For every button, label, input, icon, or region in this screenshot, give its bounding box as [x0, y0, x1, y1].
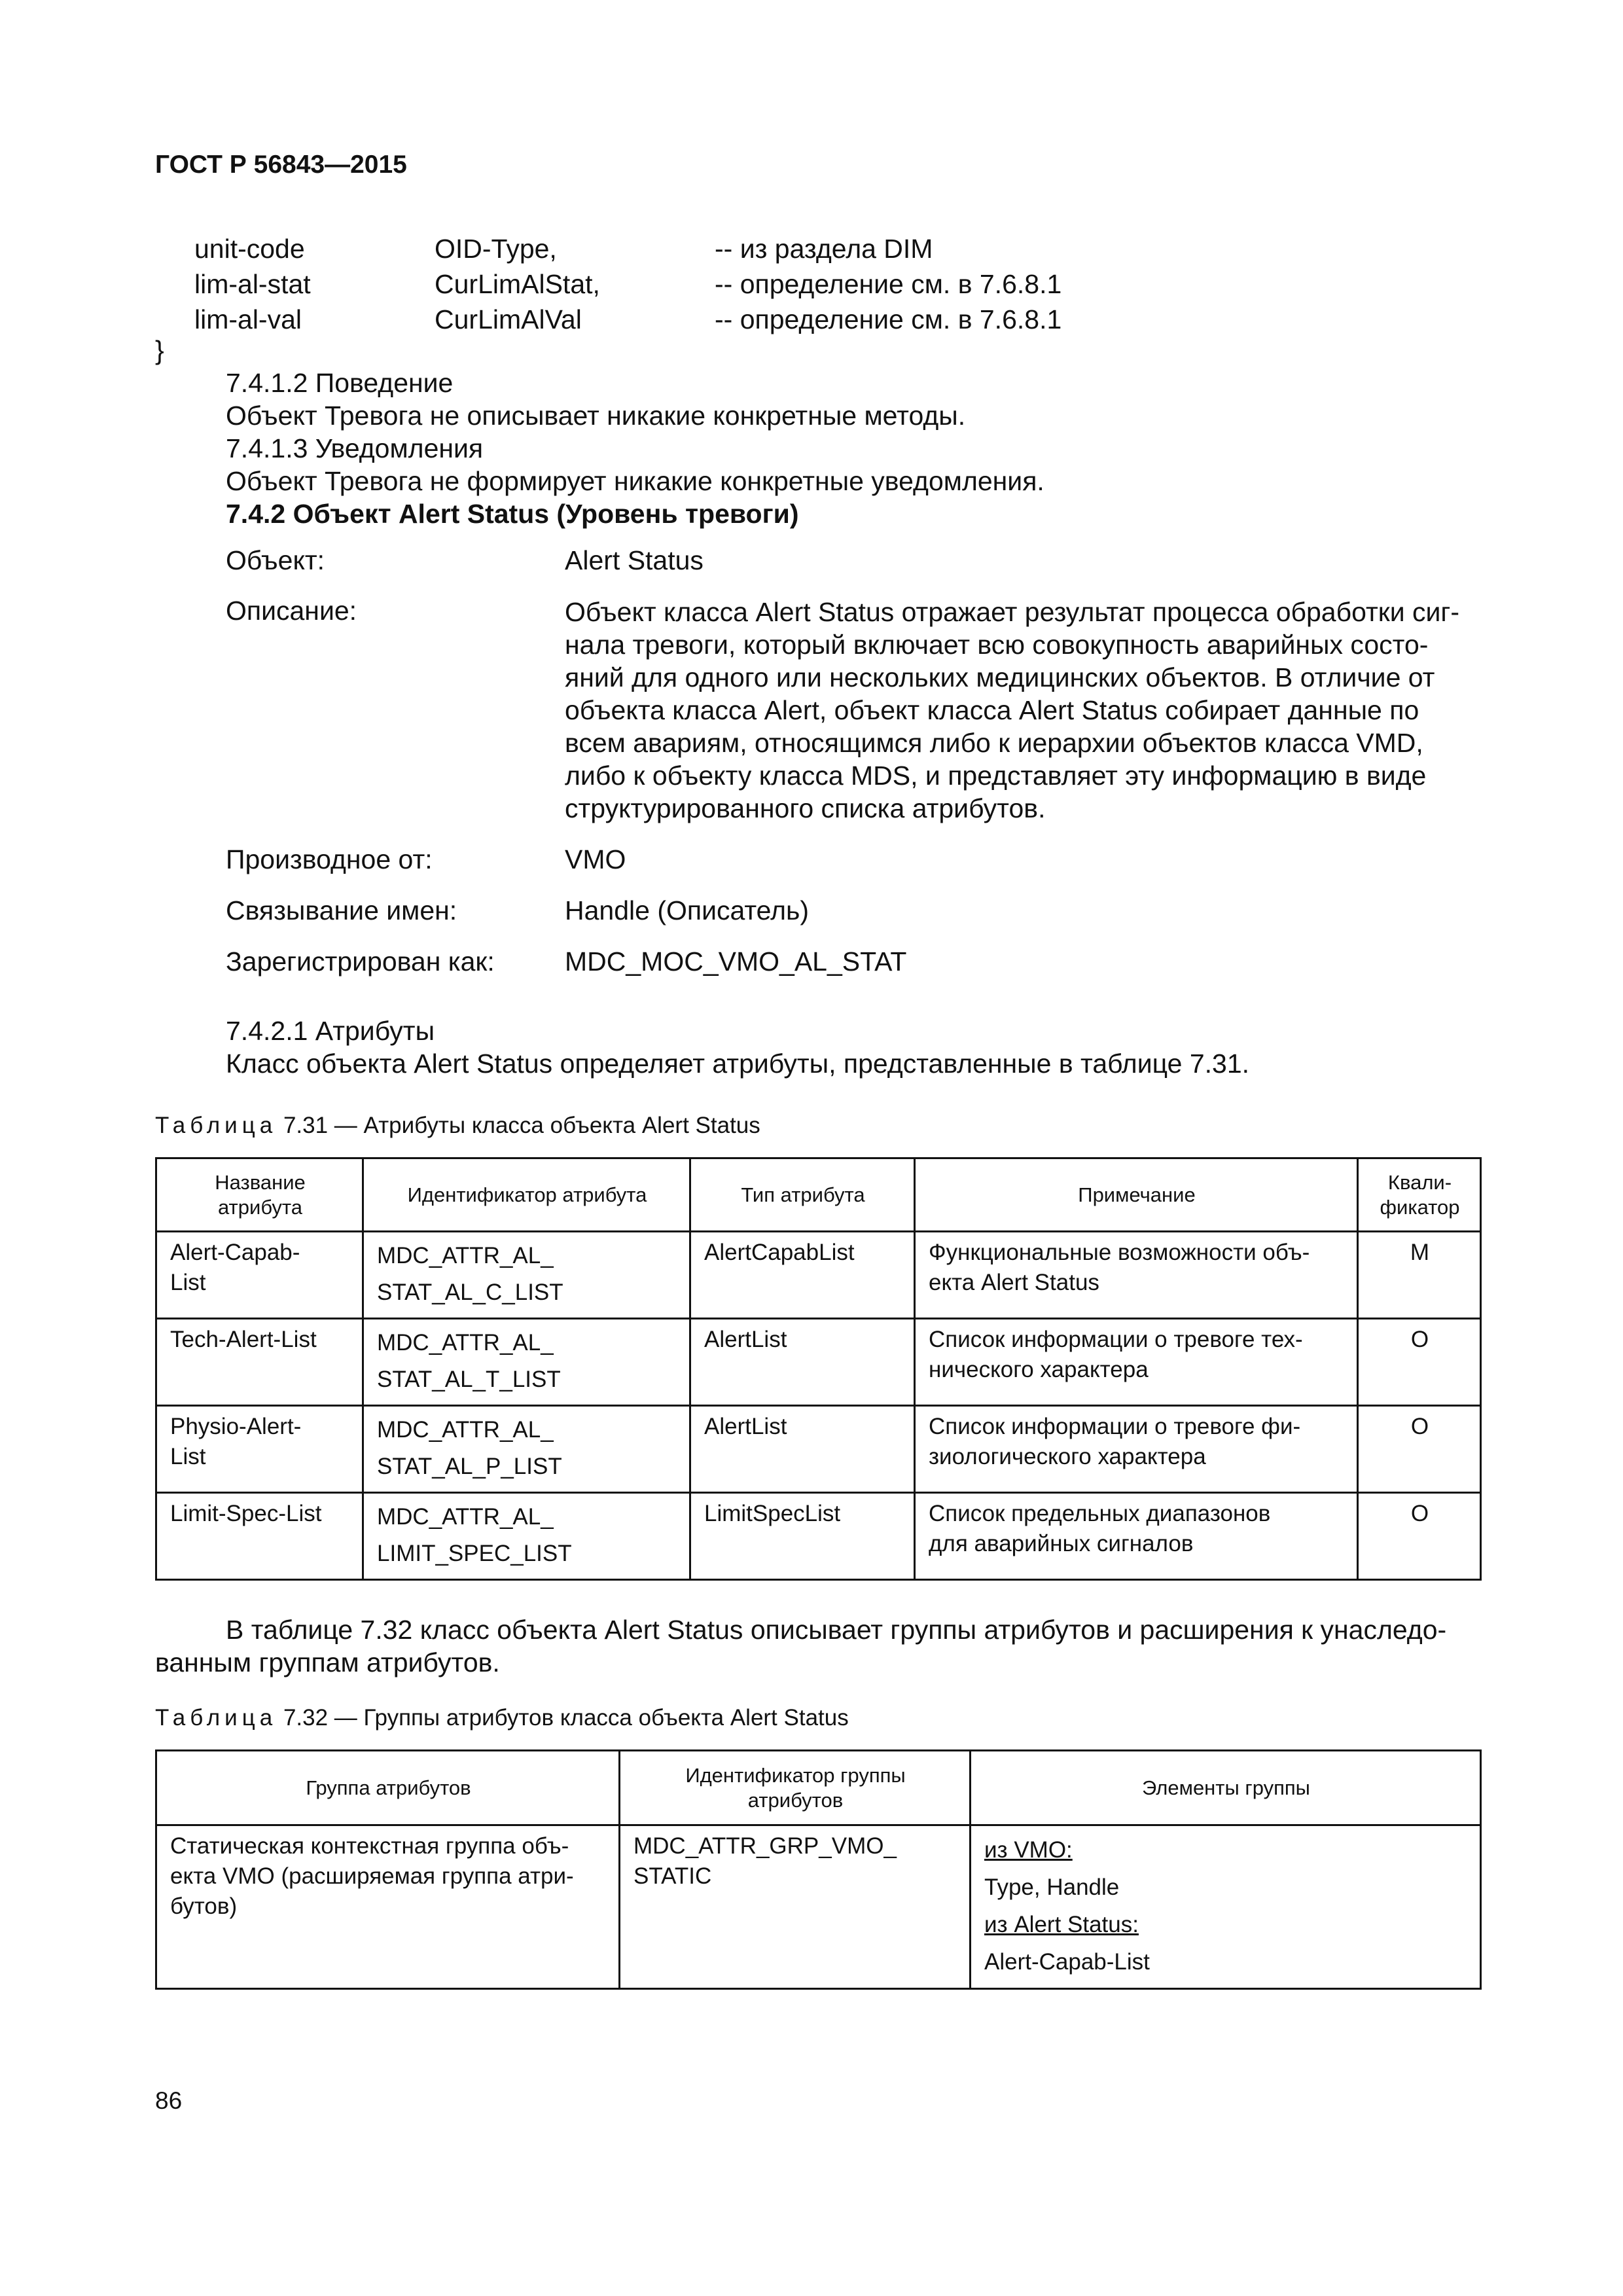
description-line: Объект класса Alert Status отражает результат процесса обработки сиг-	[565, 597, 1459, 627]
group-name-cell: Статическая контекстная группа объ- екта VMO (расширяемая группа атри- бутов)	[156, 1825, 620, 1989]
attr-id-cell: MDC_ATTR_AL_ STAT_AL_T_LIST	[363, 1319, 690, 1406]
paragraph-line: ванным группам атрибутов.	[155, 1647, 500, 1677]
group-element: из Alert Status:	[984, 1912, 1139, 1937]
naming-value: Handle (Описатель)	[565, 895, 810, 925]
table-row	[156, 1232, 1481, 1319]
table-row	[156, 1493, 1481, 1580]
attr-type-cell: AlertList	[690, 1319, 915, 1406]
object-label: Объект:	[226, 545, 325, 575]
table-header-cell: Тип атрибута	[690, 1158, 915, 1232]
object-value: Alert Status	[565, 545, 704, 575]
section-title-7421: 7.4.2.1 Атрибуты	[226, 1016, 435, 1046]
attr-qualifier-cell: O	[1358, 1319, 1481, 1406]
attr-qualifier-cell: O	[1358, 1406, 1481, 1493]
description-line: нала тревоги, который включает всю совокупность аварийных состо-	[565, 630, 1429, 660]
table-row	[156, 1319, 1481, 1406]
naming-label: Связывание имен:	[226, 895, 457, 925]
section-title-7413: 7.4.1.3 Уведомления	[226, 433, 484, 463]
section-text-7412: Объект Тревога не описывает никакие конкретные методы.	[226, 401, 966, 431]
attr-name-cell: Tech-Alert-List	[156, 1319, 363, 1406]
table-header-row	[156, 1158, 1481, 1232]
group-elements-cell	[971, 1825, 1481, 1989]
attr-note-cell: Список информации о тревоге тех- нического характера	[915, 1319, 1358, 1406]
attr-note-cell: Функциональные возможности объ- екта Alert Status	[915, 1232, 1358, 1319]
attr-name-cell: Alert-Capab- List	[156, 1232, 363, 1319]
code-block	[0, 231, 1623, 342]
code-comment: -- из раздела DIM	[715, 234, 933, 264]
code-name: lim-al-stat	[194, 269, 311, 299]
table-header-cell: Идентификатор группы атрибутов	[620, 1751, 971, 1825]
table-731-caption-text: 7.31 — Атрибуты класса объекта Alert Status	[277, 1113, 760, 1138]
registered-label: Зарегистрирован как:	[226, 946, 495, 977]
code-comment: -- определение см. в 7.6.8.1	[715, 304, 1062, 334]
derived-label: Производное от:	[226, 844, 433, 874]
table-header-cell: Квали- фикатор	[1358, 1158, 1481, 1232]
attr-type-cell: LimitSpecList	[690, 1493, 915, 1580]
table-732-caption	[155, 1705, 849, 1731]
attr-qualifier-cell: M	[1358, 1232, 1481, 1319]
paragraph-732	[155, 1613, 1480, 1679]
document-header: ГОСТ Р 56843—2015	[155, 151, 407, 179]
description-line: всем авариям, относящимся либо к иерархии объектов класса VMD,	[565, 728, 1423, 758]
page-number: 86	[155, 2087, 183, 2114]
table-header-cell: Название атрибута	[156, 1158, 363, 1232]
table-header-cell: Идентификатор атрибута	[363, 1158, 690, 1232]
paragraph-line: В таблице 7.32 класс объекта Alert Status описывает группы атрибутов и расширения к унаследо-	[226, 1615, 1447, 1645]
table-731-caption	[155, 1113, 760, 1139]
closing-brace: }	[155, 335, 164, 365]
table-row	[156, 1406, 1481, 1493]
derived-value: VMO	[565, 844, 626, 874]
description-line: либо к объекту класса MDS, и представляет эту информацию в виде	[565, 761, 1427, 791]
section-title-742: 7.4.2 Объект Alert Status (Уровень тревоги)	[226, 499, 799, 529]
code-type: OID-Type,	[435, 234, 557, 264]
attr-id-cell: MDC_ATTR_AL_ STAT_AL_C_LIST	[363, 1232, 690, 1319]
code-type: CurLimAlStat,	[435, 269, 600, 299]
table-header-cell: Элементы группы	[971, 1751, 1481, 1825]
attr-id-cell: MDC_ATTR_AL_ LIMIT_SPEC_LIST	[363, 1493, 690, 1580]
group-element: Alert-Capab-List	[984, 1949, 1150, 1975]
attr-note-cell: Список предельных диапазонов для аварийных сигналов	[915, 1493, 1358, 1580]
group-element: из VMO:	[984, 1837, 1073, 1863]
code-comment: -- определение см. в 7.6.8.1	[715, 269, 1062, 299]
section-text-7413: Объект Тревога не формирует никакие конкретные уведомления.	[226, 466, 1044, 496]
description-line: структурированного списка атрибутов.	[565, 793, 1046, 823]
description-text	[565, 596, 1481, 825]
description-line: яний для одного или нескольких медицинских объектов. В отличие от	[565, 662, 1435, 692]
table-731-caption-word: Таблица	[155, 1113, 277, 1138]
section-text-7421: Класс объекта Alert Status определяет атрибуты, представленные в таблице 7.31.	[226, 1049, 1250, 1079]
section-title-7412: 7.4.1.2 Поведение	[226, 368, 454, 398]
group-element: Type, Handle	[984, 1874, 1120, 1900]
code-name: lim-al-val	[194, 304, 302, 334]
registered-value: MDC_MOC_VMO_AL_STAT	[565, 946, 907, 977]
group-id-cell: MDC_ATTR_GRP_VMO_ STATIC	[620, 1825, 971, 1989]
code-type: CurLimAlVal	[435, 304, 582, 334]
table-731	[155, 1157, 1482, 1581]
table-header-row	[156, 1751, 1481, 1825]
attr-qualifier-cell: O	[1358, 1493, 1481, 1580]
table-header-cell: Группа атрибутов	[156, 1751, 620, 1825]
attr-type-cell: AlertCapabList	[690, 1232, 915, 1319]
attr-type-cell: AlertList	[690, 1406, 915, 1493]
attr-note-cell: Список информации о тревоге фи- зиологического характера	[915, 1406, 1358, 1493]
attr-name-cell: Physio-Alert- List	[156, 1406, 363, 1493]
description-line: объекта класса Alert, объект класса Alert Status собирает данные по	[565, 695, 1419, 725]
description-label: Описание:	[226, 596, 357, 626]
table-732-caption-word: Таблица	[155, 1705, 277, 1731]
table-732	[155, 1749, 1482, 1990]
code-name: unit-code	[194, 234, 305, 264]
table-header-cell: Примечание	[915, 1158, 1358, 1232]
attr-id-cell: MDC_ATTR_AL_ STAT_AL_P_LIST	[363, 1406, 690, 1493]
attr-name-cell: Limit-Spec-List	[156, 1493, 363, 1580]
table-732-caption-text: 7.32 — Группы атрибутов класса объекта Alert Status	[277, 1705, 849, 1731]
table-row	[156, 1825, 1481, 1989]
